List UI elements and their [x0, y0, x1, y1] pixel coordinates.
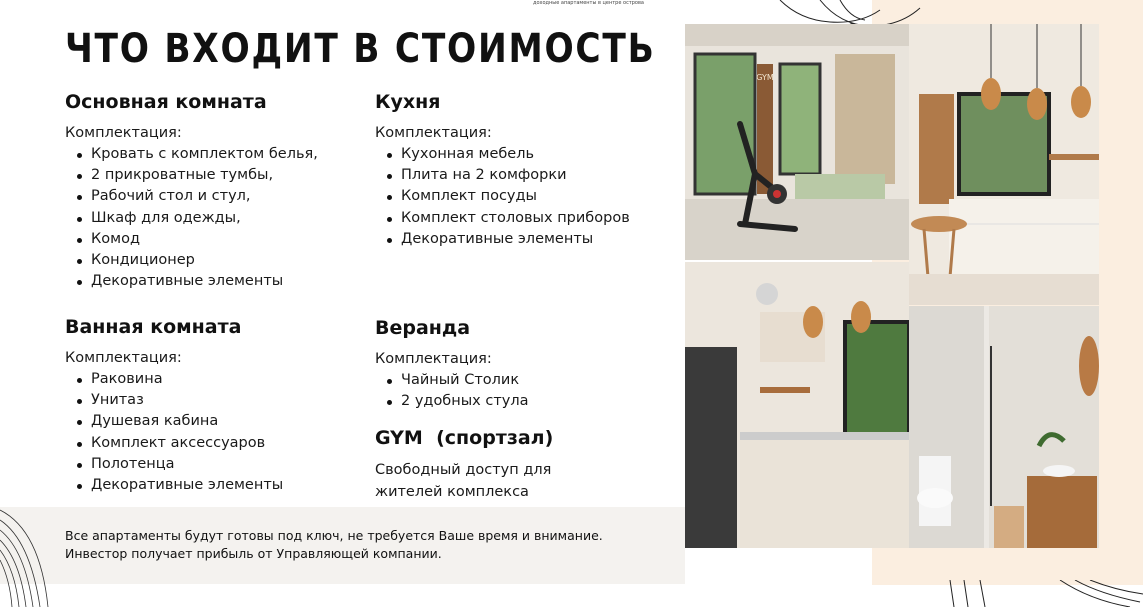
list-item: Полотенца	[91, 454, 283, 475]
list-item: Плита на 2 комфорки	[401, 165, 630, 186]
equipment-label: Комплектация:	[375, 125, 492, 141]
gym-photo	[685, 24, 909, 260]
list-item: Декоративные элементы	[401, 229, 630, 250]
kitchen-photo	[909, 24, 1099, 305]
section-heading: Основная комната	[65, 91, 267, 113]
list-item: Декоративные элементы	[91, 271, 318, 292]
list-item: Шкаф для одежды,	[91, 208, 318, 229]
section-main-room	[65, 91, 318, 292]
list-item: Кровать с комплектом белья,	[91, 144, 318, 165]
equipment-label: Комплектация:	[65, 125, 182, 141]
footer-line-1: Все апартаменты будут готовы под ключ, не требуется Ваше время и внимание.	[65, 528, 603, 543]
list-item: Рабочий стол и стул,	[91, 186, 318, 207]
section-heading: Ванная комната	[65, 316, 242, 338]
decorative-swirl-bottom-left	[0, 500, 70, 607]
list-item: Комплект посуды	[401, 186, 630, 207]
section-gym	[375, 427, 575, 503]
decorative-lines-bottom-right	[940, 580, 1143, 607]
list-item: Раковина	[91, 369, 283, 390]
section-heading: Кухня	[375, 91, 441, 113]
section-bathroom	[65, 316, 283, 496]
kitchen-dark-fridge-photo	[685, 262, 909, 548]
section-heading: GYM (спортзал)	[375, 427, 554, 449]
equipment-list	[65, 144, 318, 292]
list-item: Кухонная мебель	[401, 144, 630, 165]
list-item: 2 прикроватные тумбы,	[91, 165, 318, 186]
equipment-list	[375, 144, 630, 250]
bathroom-photo	[909, 306, 1099, 548]
list-item: Унитаз	[91, 390, 283, 411]
list-item: Декоративные элементы	[91, 475, 283, 496]
list-item: Комод	[91, 229, 318, 250]
list-item: Чайный Столик	[401, 370, 529, 391]
footer-line-2: Инвестор получает прибыль от Управляющей компании.	[65, 546, 442, 561]
list-item: Комплект столовых приборов	[401, 208, 630, 229]
tagline: доходные апартаменты в центре острова	[533, 0, 644, 6]
gym-sign-text: GYM	[756, 73, 774, 82]
equipment-label: Комплектация:	[375, 351, 492, 367]
equipment-list	[65, 369, 283, 496]
equipment-label: Комплектация:	[65, 350, 182, 366]
section-heading: Веранда	[375, 317, 471, 339]
section-veranda	[375, 317, 529, 412]
footer-note	[65, 527, 603, 563]
equipment-list	[375, 370, 529, 412]
page-title: ЧТО ВХОДИТ В СТОИМОСТЬ	[65, 26, 656, 72]
photo-collage	[685, 24, 1099, 548]
gym-description: Свободный доступ для жителей комплекса	[375, 462, 552, 500]
list-item: Душевая кабина	[91, 411, 283, 432]
list-item: Кондиционер	[91, 250, 318, 271]
section-kitchen	[375, 91, 630, 250]
list-item: 2 удобных стула	[401, 391, 529, 412]
list-item: Комплект аксессуаров	[91, 433, 283, 454]
